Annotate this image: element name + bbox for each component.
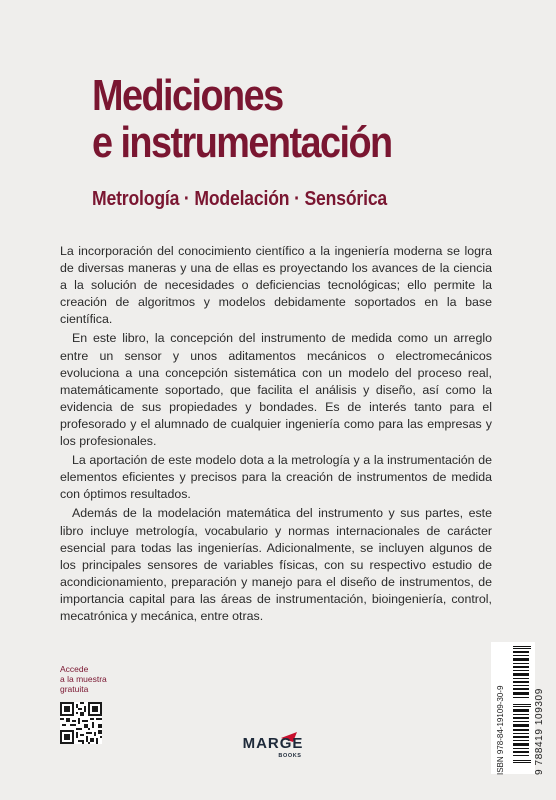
qr-caption-line3: gratuita: [60, 684, 89, 694]
blurb-paragraph-1: La incorporación del conocimiento científico a la ingeniería moderna se logra de diversas maneras y una de ellas es proyectando los avances de la ciencia a la solución de necesidades o deficiencias tecnológicas; ello permite la creación de algoritmos y modelos debidamente soportados en la base científica.: [60, 244, 492, 327]
publisher-sub: BOOKS: [278, 753, 302, 759]
isbn-label: ISBN 978-84-19109-30-9: [496, 685, 505, 775]
book-title: [92, 72, 470, 166]
publisher-name: MARGE: [242, 735, 304, 752]
blurb-paragraph-3: La aportación de este modelo dota a la metrología y a la instrumentación de elementos eficientes y precisos para la creación de instrumentos de medida con óptimos resultados.: [60, 453, 492, 502]
book-title-line1: Mediciones: [92, 71, 283, 120]
back-cover-blurb: [60, 243, 492, 627]
qr-caption-line2: a la muestra: [60, 674, 107, 684]
publisher-logo: [223, 728, 323, 760]
book-subtitle: Metrología · Modelación · Sensórica: [92, 188, 388, 210]
qr-caption-line1: Accede: [60, 664, 89, 674]
blurb-paragraph-4: Además de la modelación matemática del instrumento y sus partes, este libro incluye metrología, vocabulario y normas internacionales de carácter esencial para todas las ingenierías. Adicionalmente, se incluyen algunos de los principales sensores de variables físicas, con su respectivo estudio de acondicionamiento, preparación y manejo para el diseño de instrumentos, de importancia capital para las áreas de instrumentación, bioingeniería, control, mecatrónica y mecánica, entre otras.: [60, 506, 492, 623]
book-title-line2: e instrumentación: [92, 118, 392, 167]
qr-caption: [60, 664, 120, 694]
blurb-paragraph-2: En este libro, la concepción del instrumento de medida como un arreglo entre un sensor y unos aditamentos mecánicos o electromecánicos evoluciona a una concepción sistemática con un modelo del proceso real, matemáticamente soportado, que facilita el análisis y diseño, así como la evidencia de sus propiedades y bondades. Es de interés tanto para el profesorado y el alumnado de cualquier ingeniería como para las empresas y los profesionales.: [60, 331, 492, 449]
qr-code-icon[interactable]: [60, 702, 102, 744]
isbn-digits: 9 788419 109309: [534, 688, 545, 775]
